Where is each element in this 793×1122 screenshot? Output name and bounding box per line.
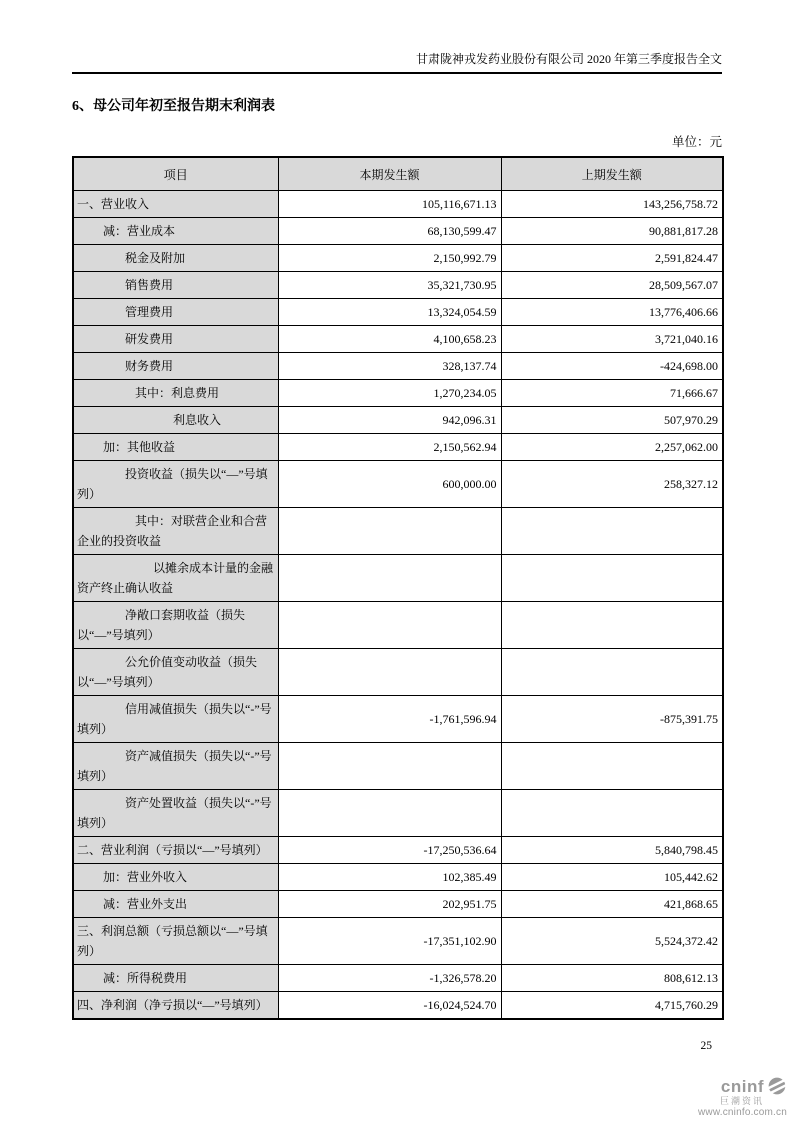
row-prior-amount <box>501 790 723 837</box>
row-prior-amount: -424,698.00 <box>501 353 723 380</box>
table-row <box>73 837 723 864</box>
row-item-label: 投资收益（损失以“—”号填列） <box>73 461 278 508</box>
table-body <box>73 191 723 1020</box>
row-item-label: 三、利润总额（亏损总额以“—”号填列） <box>73 918 278 965</box>
row-prior-amount: 90,881,817.28 <box>501 218 723 245</box>
row-current-amount: 2,150,562.94 <box>278 434 501 461</box>
table-row <box>73 918 723 965</box>
row-item-label: 净敞口套期收益（损失以“—”号填列） <box>73 602 278 649</box>
table-row <box>73 245 723 272</box>
row-current-amount: 202,951.75 <box>278 891 501 918</box>
row-prior-amount: 2,257,062.00 <box>501 434 723 461</box>
row-item-label: 销售费用 <box>73 272 278 299</box>
table-row <box>73 696 723 743</box>
cninfo-swirl-icon <box>767 1076 787 1096</box>
table-row <box>73 992 723 1020</box>
row-item-label: 信用减值损失（损失以“-”号填列） <box>73 696 278 743</box>
row-current-amount: 1,270,234.05 <box>278 380 501 407</box>
page-number: 25 <box>700 1040 712 1052</box>
cninfo-logo-url: www.cninfo.com.cn <box>698 1107 787 1118</box>
row-item-label: 资产减值损失（损失以“-”号填列） <box>73 743 278 790</box>
table-row <box>73 272 723 299</box>
column-header-current: 本期发生额 <box>278 157 501 191</box>
table-row <box>73 434 723 461</box>
row-current-amount: 68,130,599.47 <box>278 218 501 245</box>
row-prior-amount: 3,721,040.16 <box>501 326 723 353</box>
row-prior-amount: 5,840,798.45 <box>501 837 723 864</box>
row-item-label: 减：所得税费用 <box>73 965 278 992</box>
income-statement-table <box>72 156 724 1020</box>
table-row <box>73 353 723 380</box>
row-current-amount: 35,321,730.95 <box>278 272 501 299</box>
table-row <box>73 299 723 326</box>
row-prior-amount: 71,666.67 <box>501 380 723 407</box>
row-current-amount: 4,100,658.23 <box>278 326 501 353</box>
row-prior-amount: 808,612.13 <box>501 965 723 992</box>
cninfo-logo-cn-name: 巨潮资讯 <box>719 1096 764 1106</box>
row-item-label: 研发费用 <box>73 326 278 353</box>
row-prior-amount: 5,524,372.42 <box>501 918 723 965</box>
row-current-amount <box>278 649 501 696</box>
table-header-row <box>73 157 723 191</box>
row-prior-amount: 105,442.62 <box>501 864 723 891</box>
row-current-amount <box>278 555 501 602</box>
row-prior-amount: 143,256,758.72 <box>501 191 723 218</box>
row-prior-amount: 421,868.65 <box>501 891 723 918</box>
row-item-label: 减：营业成本 <box>73 218 278 245</box>
row-item-label: 四、净利润（净亏损以“—”号填列） <box>73 992 278 1020</box>
row-current-amount: 105,116,671.13 <box>278 191 501 218</box>
table-row <box>73 191 723 218</box>
cninfo-logo <box>667 1076 787 1118</box>
row-item-label: 资产处置收益（损失以“-”号填列） <box>73 790 278 837</box>
row-item-label: 加：其他收益 <box>73 434 278 461</box>
column-header-prior: 上期发生额 <box>501 157 723 191</box>
row-item-label: 减：营业外支出 <box>73 891 278 918</box>
row-item-label: 管理费用 <box>73 299 278 326</box>
table-row <box>73 790 723 837</box>
row-current-amount: 102,385.49 <box>278 864 501 891</box>
table-row <box>73 743 723 790</box>
row-prior-amount <box>501 602 723 649</box>
table-row <box>73 864 723 891</box>
report-header-title: 甘肃陇神戎发药业股份有限公司 2020 年第三季度报告全文 <box>415 52 722 66</box>
row-prior-amount: 2,591,824.47 <box>501 245 723 272</box>
row-current-amount: 942,096.31 <box>278 407 501 434</box>
row-item-label: 二、营业利润（亏损以“—”号填列） <box>73 837 278 864</box>
row-item-label: 利息收入 <box>73 407 278 434</box>
row-current-amount: -1,326,578.20 <box>278 965 501 992</box>
table-row <box>73 218 723 245</box>
row-item-label: 其中：对联营企业和合营企业的投资收益 <box>73 508 278 555</box>
row-current-amount <box>278 743 501 790</box>
row-item-label: 财务费用 <box>73 353 278 380</box>
table-row <box>73 380 723 407</box>
table-row <box>73 407 723 434</box>
table-row <box>73 461 723 508</box>
table-header <box>73 157 723 191</box>
unit-label: 单位：元 <box>671 135 722 149</box>
row-current-amount: -17,250,536.64 <box>278 837 501 864</box>
row-current-amount: -17,351,102.90 <box>278 918 501 965</box>
row-item-label: 一、营业收入 <box>73 191 278 218</box>
column-header-item: 项目 <box>73 157 278 191</box>
row-item-label: 公允价值变动收益（损失以“—”号填列） <box>73 649 278 696</box>
table-row <box>73 555 723 602</box>
row-prior-amount <box>501 555 723 602</box>
row-prior-amount: 258,327.12 <box>501 461 723 508</box>
table-row <box>73 965 723 992</box>
table-row <box>73 649 723 696</box>
table-row <box>73 326 723 353</box>
row-current-amount <box>278 790 501 837</box>
row-prior-amount <box>501 649 723 696</box>
row-current-amount: -16,024,524.70 <box>278 992 501 1020</box>
row-prior-amount: 507,970.29 <box>501 407 723 434</box>
cninfo-logo-row <box>667 1076 787 1096</box>
table-row <box>73 602 723 649</box>
row-prior-amount: 4,715,760.29 <box>501 992 723 1020</box>
row-current-amount <box>278 508 501 555</box>
row-current-amount: 13,324,054.59 <box>278 299 501 326</box>
row-current-amount: -1,761,596.94 <box>278 696 501 743</box>
row-prior-amount: 28,509,567.07 <box>501 272 723 299</box>
row-current-amount: 2,150,992.79 <box>278 245 501 272</box>
cninfo-logo-text: cninf <box>720 1076 764 1096</box>
row-prior-amount <box>501 743 723 790</box>
row-item-label: 其中：利息费用 <box>73 380 278 407</box>
row-prior-amount: 13,776,406.66 <box>501 299 723 326</box>
row-item-label: 加：营业外收入 <box>73 864 278 891</box>
page-header <box>72 0 722 74</box>
row-current-amount <box>278 602 501 649</box>
row-prior-amount: -875,391.75 <box>501 696 723 743</box>
table-row <box>73 891 723 918</box>
row-prior-amount <box>501 508 723 555</box>
row-current-amount: 328,137.74 <box>278 353 501 380</box>
row-item-label: 以摊余成本计量的金融资产终止确认收益 <box>73 555 278 602</box>
row-current-amount: 600,000.00 <box>278 461 501 508</box>
table-row <box>73 508 723 555</box>
row-item-label: 税金及附加 <box>73 245 278 272</box>
section-title: 6、母公司年初至报告期末利润表 <box>72 99 275 114</box>
